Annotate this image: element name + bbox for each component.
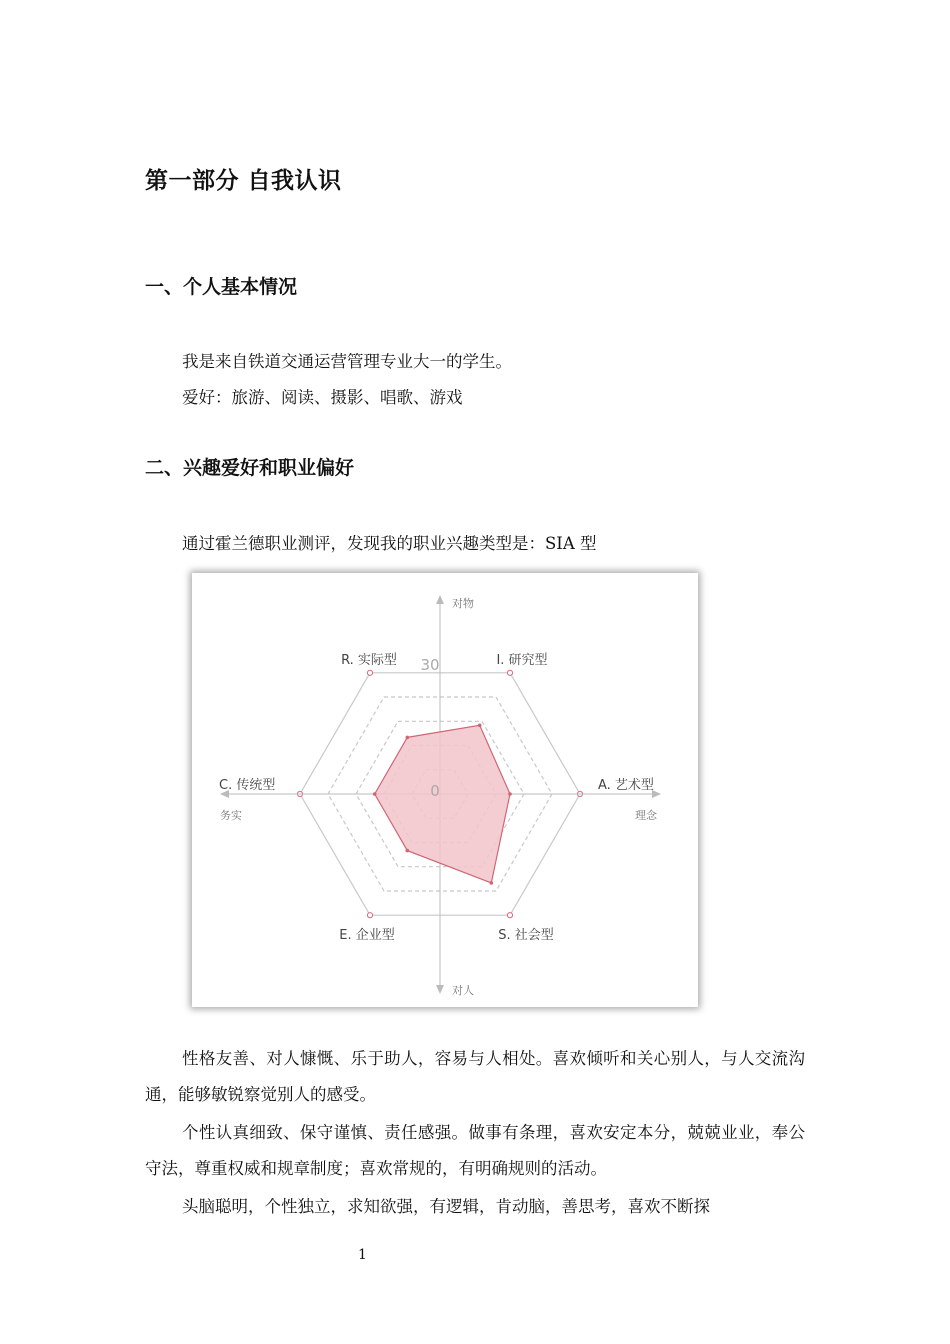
axis-label-bottom: 对人	[452, 984, 474, 997]
holland-result-line: 通过霍兰德职业测评，发现我的职业兴趣类型是：SIA 型	[182, 534, 597, 553]
vertex-marker-4	[367, 913, 372, 918]
intro-line-hobbies: 爱好：旅游、阅读、摄影、唱歌、游戏	[182, 388, 463, 407]
vertex-marker-1	[507, 670, 512, 675]
axis-category-label-3: S. 社会型	[498, 928, 554, 943]
data-point-4	[406, 849, 410, 853]
axis-label-right: 理念	[635, 809, 657, 822]
radar-svg	[192, 573, 698, 1007]
paragraph-investigative: 头脑聪明，个性独立，求知欲强，有逻辑，肯动脑，善思考，喜欢不断探	[182, 1197, 710, 1216]
axis-category-label-5: C. 传统型	[219, 778, 276, 793]
axis-category-label-0: R. 实际型	[341, 653, 397, 668]
data-point-1	[478, 724, 482, 728]
axis-category-label-2: A. 艺术型	[598, 778, 654, 793]
page-number: 1	[358, 1247, 367, 1263]
paragraph-social: 性格友善、对人慷慨、乐于助人，容易与人相处。喜欢倾听和关心别人，与人交流沟通，能够敏锐察觉别人的感受。	[145, 1049, 805, 1104]
axis-arrow-down-icon	[436, 985, 444, 994]
intro-line-major: 我是来自铁道交通运营管理专业大一的学生。	[182, 352, 512, 371]
data-point-2	[508, 792, 512, 796]
section-heading-basic-info: 一、个人基本情况	[145, 276, 298, 298]
axis-label-top: 对物	[452, 597, 474, 610]
vertex-marker-3	[507, 913, 512, 918]
section-heading-interests: 二、兴趣爱好和职业偏好	[145, 457, 355, 479]
tick-label-max: 30	[420, 656, 440, 674]
vertex-marker-0	[367, 670, 372, 675]
paragraph-conventional: 个性认真细致、保守谨慎、责任感强。做事有条理，喜欢安定本分，兢兢业业，奉公守法，尊重权威和规章制度；喜欢常规的，有明确规则的活动。	[145, 1123, 805, 1178]
axis-arrow-up-icon	[436, 595, 444, 604]
data-point-3	[490, 881, 494, 885]
axis-label-left: 务实	[220, 809, 242, 822]
data-point-0	[406, 736, 410, 740]
tick-label-zero: 0	[430, 782, 440, 800]
data-point-5	[373, 792, 377, 796]
holland-radar-chart	[192, 573, 698, 1007]
axis-category-label-4: E. 企业型	[339, 928, 395, 943]
page-title: 第一部分 自我认识	[145, 168, 342, 194]
radar-data-polygon	[375, 725, 510, 883]
axis-category-label-1: I. 研究型	[496, 653, 548, 668]
